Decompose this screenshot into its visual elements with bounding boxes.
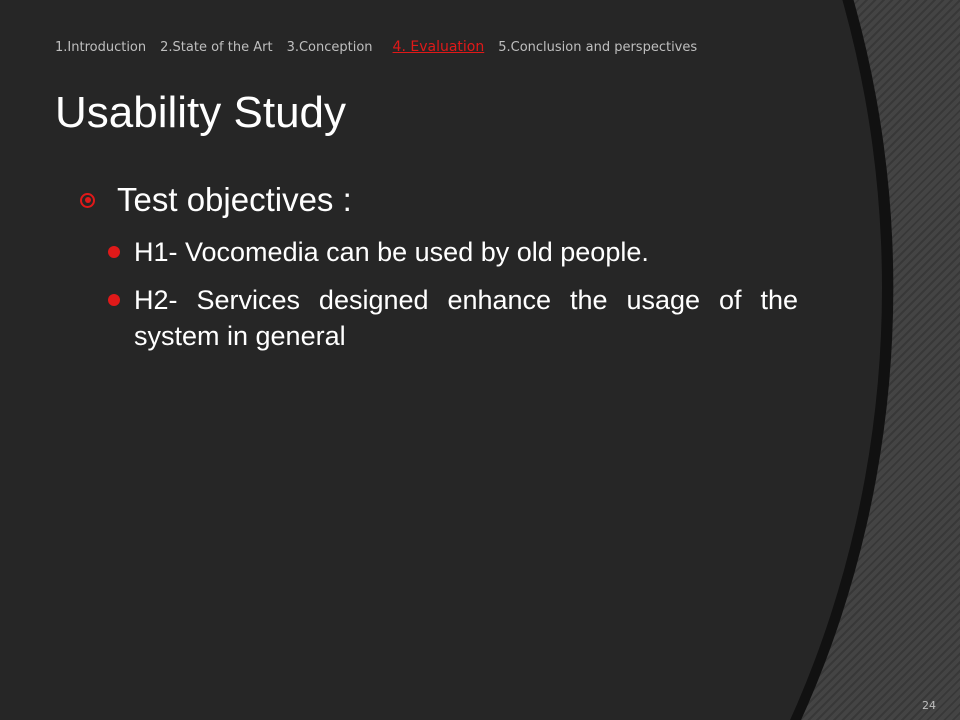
nav-item-conclusion[interactable]: 5.Conclusion and perspectives [498, 39, 698, 55]
target-bullet-icon [80, 193, 95, 208]
page-number: 24 [922, 699, 936, 712]
heading-text: Test objectives : [117, 181, 352, 218]
list-item-text: H1- Vocomedia can be used by old people. [134, 237, 649, 267]
dot-bullet-icon [108, 294, 120, 306]
section-navigation [55, 38, 711, 56]
dot-bullet-icon [108, 246, 120, 258]
slide-content [80, 178, 800, 354]
heading-bullet [80, 178, 800, 222]
list-item-text: H2- Services designed enhance the usage of the system in general [134, 285, 798, 351]
list-item [108, 282, 798, 354]
nav-item-state-of-the-art[interactable]: 2.State of the Art [160, 39, 273, 55]
nav-item-evaluation[interactable]: 4. Evaluation [392, 39, 485, 55]
list-item [108, 234, 798, 270]
nav-item-introduction[interactable]: 1.Introduction [55, 39, 147, 55]
slide-title: Usability Study [55, 88, 347, 137]
nav-item-conception[interactable]: 3.Conception [286, 39, 373, 55]
